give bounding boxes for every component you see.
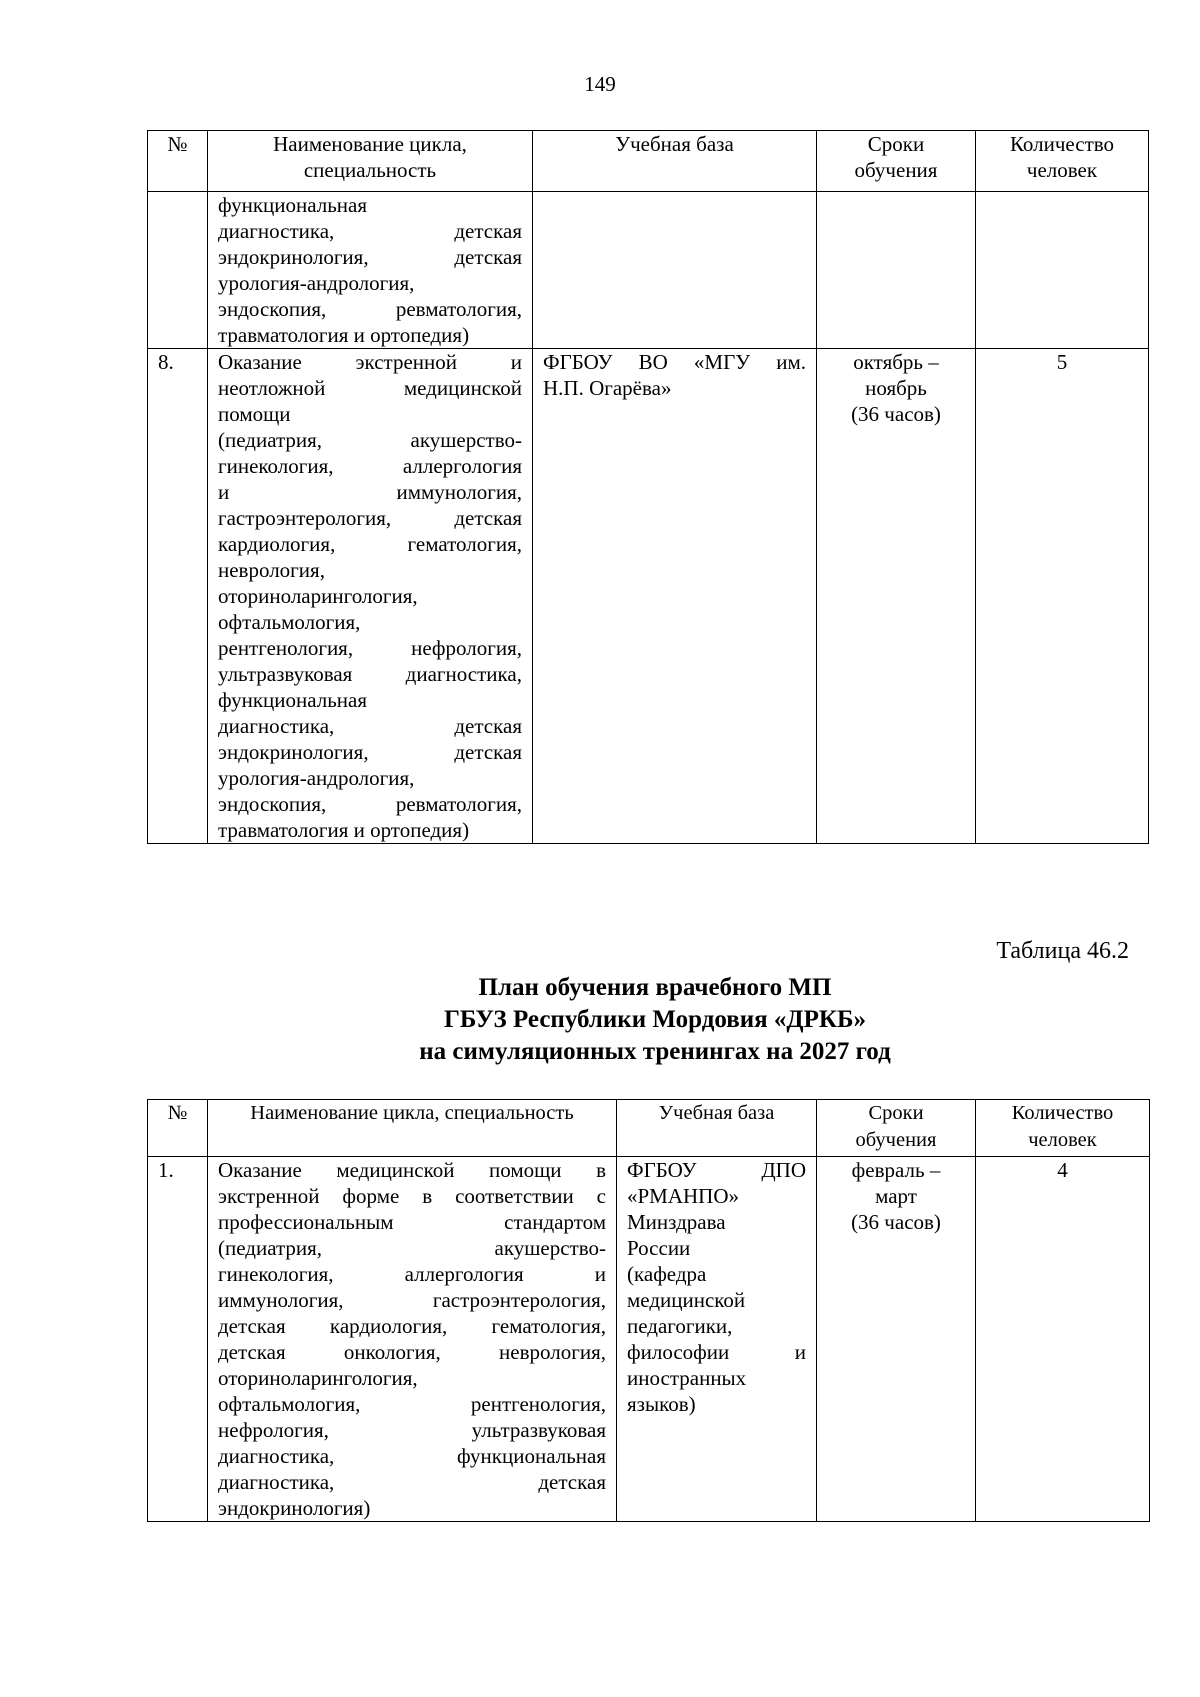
cell-text-line: детская кардиология, гематология, (218, 1314, 606, 1338)
header-training-base: Учебная база (617, 1100, 817, 1157)
cell-text-line: травматология и ортопедия) (218, 323, 470, 347)
header-people-count: Количество человек (976, 1100, 1150, 1157)
cell-text-line: гинекология, аллергология (218, 454, 522, 478)
cell-text-line: России (627, 1236, 691, 1260)
cell-number (148, 192, 208, 349)
cell-text-line: гастроэнтерология, детская (218, 506, 522, 530)
cell-text-line: ноябрь (865, 376, 927, 400)
cell-text-line: эндокринология) (218, 1496, 371, 1520)
cell-text-line: «РМАНПО» (627, 1184, 740, 1208)
table-row-continuation (148, 192, 1149, 349)
cell-text-line: ФГБОУ ДПО (627, 1158, 806, 1182)
cell-text-line: функциональная (218, 193, 368, 217)
cell-training-base (533, 349, 817, 844)
cell-text-line: неврология, (218, 558, 325, 582)
cell-cycle-name (208, 192, 533, 349)
cell-text-line: (36 часов) (851, 1210, 941, 1234)
cell-text-line: март (875, 1184, 917, 1208)
header-cycle-name: Наименование цикла, специальность (208, 131, 533, 192)
cell-text-line: Оказание медицинской помощи в (218, 1158, 606, 1182)
table-caption: Таблица 46.2 (996, 938, 1129, 964)
header-training-base: Учебная база (533, 131, 817, 192)
cell-text-line: февраль – (851, 1158, 941, 1182)
cell-people-count: 4 (976, 1157, 1150, 1522)
cell-text-line: медицинской (627, 1288, 746, 1312)
title-line: План обучения врачебного МП (478, 974, 832, 1001)
cell-training-term (817, 1157, 976, 1522)
cell-text-line: ультразвуковая диагностика, (218, 662, 522, 686)
cell-training-term (817, 192, 976, 349)
cell-text-line: Н.П. Огарёва» (543, 376, 672, 400)
cell-cycle-name (208, 1157, 617, 1522)
cell-number: 8. (148, 349, 208, 844)
cell-training-base (617, 1157, 817, 1522)
cell-text-line: эндоскопия, ревматология, (218, 792, 522, 816)
cell-text-line: рентгенология, нефрология, (218, 636, 522, 660)
cell-text-line: кардиология, гематология, (218, 532, 522, 556)
training-table-46-2 (147, 1099, 1150, 1522)
cell-text-line: профессиональным стандартом (218, 1210, 606, 1234)
cell-training-base (533, 192, 817, 349)
cell-cycle-name (208, 349, 533, 844)
table-header-row (148, 1100, 1150, 1157)
cell-text-line: (36 часов) (851, 402, 941, 426)
header-number: № (148, 1100, 208, 1157)
table-row-1 (148, 1157, 1150, 1522)
cell-text-line: иммунология, гастроэнтерология, (218, 1288, 606, 1312)
document-title (0, 972, 1200, 1068)
header-training-term: Сроки обучения (817, 131, 976, 192)
cell-text-line: эндокринология, детская (218, 245, 522, 269)
cell-text-line: языков) (627, 1392, 696, 1416)
cell-text-line: экстренной форме в соответствии с (218, 1184, 606, 1208)
title-line: ГБУЗ Республики Мордовия «ДРКБ» (443, 1006, 867, 1033)
cell-text-line: (педиатрия, акушерство- (218, 428, 522, 452)
cell-text-line: философии и (627, 1340, 806, 1364)
header-people-count: Количество человек (976, 131, 1149, 192)
cell-people-count: 5 (976, 349, 1149, 844)
cell-text-line: офтальмология, (218, 610, 361, 634)
cell-text-line: октябрь – (853, 350, 939, 374)
cell-text-line: диагностика, детская (218, 1470, 606, 1494)
cell-text-line: неотложной медицинской (218, 376, 522, 400)
cell-text-line: Минздрава (627, 1210, 726, 1234)
header-number: № (148, 131, 208, 192)
header-training-term: Сроки обучения (817, 1100, 976, 1157)
cell-text-line: помощи (218, 402, 291, 426)
cell-text-line: педагогики, (627, 1314, 733, 1338)
cell-text-line: ФГБОУ ВО «МГУ им. (543, 350, 806, 374)
cell-text-line: (педиатрия, акушерство- (218, 1236, 606, 1260)
table-header-row (148, 131, 1149, 192)
cell-text-line: и иммунология, (218, 480, 522, 504)
header-cycle-name: Наименование цикла, специальность (208, 1100, 617, 1157)
cell-text-line: эндоскопия, ревматология, (218, 297, 522, 321)
cell-people-count (976, 192, 1149, 349)
cell-text-line: диагностика, детская (218, 714, 522, 738)
cell-number: 1. (148, 1157, 208, 1522)
cell-text-line: урология-андрология, (218, 271, 415, 295)
table-row-8 (148, 349, 1149, 844)
cell-text-line: эндокринология, детская (218, 740, 522, 764)
cell-text-line: офтальмология, рентгенология, (218, 1392, 606, 1416)
cell-text-line: оториноларингология, (218, 1366, 418, 1390)
title-line: на симуляционных тренингах на 2027 год (419, 1038, 891, 1065)
cell-text-line: диагностика, функциональная (218, 1444, 606, 1468)
cell-text-line: травматология и ортопедия) (218, 818, 470, 842)
cell-text-line: Оказание экстренной и (218, 350, 522, 374)
cell-text-line: гинекология, аллергология и (218, 1262, 606, 1286)
cell-training-term (817, 349, 976, 844)
cell-text-line: (кафедра (627, 1262, 707, 1286)
cell-text-line: оториноларингология, (218, 584, 418, 608)
cell-text-line: иностранных (627, 1366, 747, 1390)
cell-text-line: функциональная (218, 688, 368, 712)
cell-text-line: урология-андрология, (218, 766, 415, 790)
cell-text-line: нефрология, ультразвуковая (218, 1418, 606, 1442)
cell-text-line: детская онкология, неврология, (218, 1340, 606, 1364)
cell-text-line: диагностика, детская (218, 219, 522, 243)
page-number: 149 (584, 72, 616, 96)
training-table-46-1 (147, 130, 1149, 844)
